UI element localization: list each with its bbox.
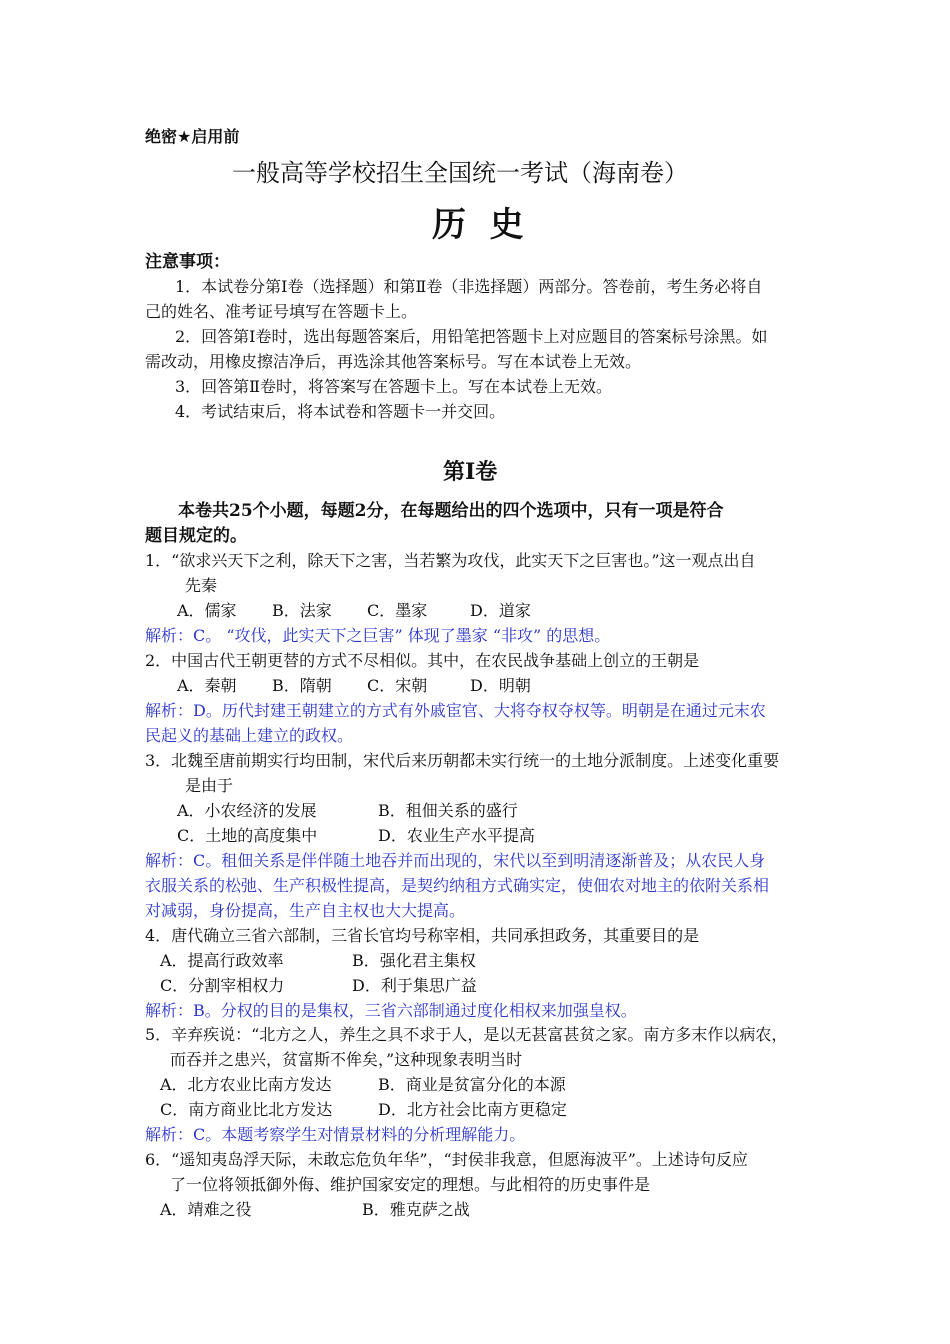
analysis-3-cont2: 对减弱，身份提高，生产自主权也大大提高。 <box>145 901 466 920</box>
note-item-1: 1．本试卷分第Ⅰ卷（选择题）和第Ⅱ卷（非选择题）两部分。答卷前，考生务必将自 <box>175 277 763 296</box>
option-5d: D．北方社会比南方更稳定 <box>378 1100 567 1119</box>
section-intro: 本卷共25个小题，每题2分，在每题给出的四个选项中，只有一项是符合 <box>178 501 724 521</box>
analysis-2: 解析：D。历代封建王朝建立的方式有外戚宦官、大将夺权夺权等。明朝是在通过元末农 <box>145 701 766 720</box>
option-4c: C．分割宰相权力 <box>160 976 285 995</box>
notes-heading: 注意事项： <box>145 252 230 272</box>
analysis-3-cont: 衣服关系的松弛、生产积极性提高，是契约纳租方式确实定，使佃农对地主的依附关系相 <box>145 876 770 895</box>
secret-mark: 绝密★启用前 <box>145 127 240 146</box>
subject-title: 历 史 <box>432 205 524 245</box>
option-4b: B．强化君主集权 <box>352 951 476 970</box>
note-item-1-cont: 己的姓名、准考证号填写在答题卡上。 <box>145 302 418 321</box>
question-1-cont: 先秦 <box>185 576 218 595</box>
question-5-cont: 而吞并之患兴，贫富斯不侔矣，”这种现象表明当时 <box>170 1050 523 1069</box>
analysis-2-cont: 民起义的基础上建立的政权。 <box>145 726 354 745</box>
option-4d: D．利于集思广益 <box>352 976 477 995</box>
option-4a: A．提高行政效率 <box>160 951 284 970</box>
question-6: 6．“遥知夷岛浮天际，未敢忘危负年华”，“封侯非我意，但愿海波平”。上述诗句反应 <box>145 1150 748 1169</box>
exam-title: 一般高等学校招生全国统一考试（海南卷） <box>232 159 688 187</box>
note-item-3: 3．回答第Ⅱ卷时，将答案写在答题卡上。写在本试卷上无效。 <box>175 377 613 396</box>
analysis-1: 解析：C。 “攻伐，此实天下之巨害” 体现了墨家 “非攻” 的思想。 <box>145 626 611 645</box>
question-4: 4．唐代确立三省六部制，三省长官均号称宰相，共同承担政务，其重要目的是 <box>145 926 700 945</box>
option-3a: A．小农经济的发展 <box>177 801 317 820</box>
option-1d: D．道家 <box>470 601 531 620</box>
option-6b: B．雅克萨之战 <box>362 1200 470 1219</box>
option-1c: C．墨家 <box>367 601 428 620</box>
note-item-4: 4．考试结束后，将本试卷和答题卡一并交回。 <box>175 402 506 421</box>
option-5a: A．北方农业比南方发达 <box>160 1075 332 1094</box>
option-1a: A．儒家 <box>177 601 237 620</box>
option-2a: A．秦朝 <box>177 676 237 695</box>
section-intro-cont: 题目规定的。 <box>145 526 247 546</box>
option-3d: D．农业生产水平提高 <box>378 826 535 845</box>
note-item-2: 2．回答第Ⅰ卷时，选出每题答案后，用铅笔把答题卡上对应题目的答案标号涂黑。如 <box>175 327 768 346</box>
option-5c: C．南方商业比北方发达 <box>160 1100 333 1119</box>
option-1b: B．法家 <box>272 601 332 620</box>
option-6a: A．靖难之役 <box>160 1200 252 1219</box>
option-5b: B．商业是贫富分化的本源 <box>378 1075 566 1094</box>
question-6-cont: 了一位将领抵御外侮、维护国家安定的理想。与此相符的历史事件是 <box>170 1175 651 1194</box>
analysis-5: 解析：C。本题考察学生对情景材料的分析理解能力。 <box>145 1125 526 1144</box>
question-3-cont: 是由于 <box>185 776 234 795</box>
analysis-3: 解析：C。租佃关系是伴伴随土地吞并而出现的，宋代以至到明清逐渐普及；从农民人身 <box>145 851 766 870</box>
option-2d: D．明朝 <box>470 676 531 695</box>
section-title: 第Ⅰ卷 <box>443 459 498 485</box>
question-1: 1．“欲求兴天下之利，除天下之害，当若繁为攻伐，此实天下之巨害也。”这一观点出自 <box>145 551 756 570</box>
analysis-4: 解析：B。分权的目的是集权，三省六部制通过度化相权来加强皇权。 <box>145 1001 637 1020</box>
option-2c: C．宋朝 <box>367 676 428 695</box>
option-3c: C．土地的高度集中 <box>177 826 318 845</box>
option-2b: B．隋朝 <box>272 676 332 695</box>
question-3: 3．北魏至唐前期实行均田制，宋代后来历朝都未实行统一的土地分派制度。上述变化重要 <box>145 751 780 770</box>
option-3b: B．租佃关系的盛行 <box>378 801 518 820</box>
question-2: 2．中国古代王朝更替的方式不尽相似。其中，在农民战争基础上创立的王朝是 <box>145 651 700 670</box>
question-5: 5．辛弃疾说：“北方之人，养生之具不求于人，是以无甚富甚贫之家。南方多末作以病农， <box>145 1025 788 1044</box>
note-item-2-cont: 需改动，用橡皮擦洁净后，再选涂其他答案标号。写在本试卷上无效。 <box>145 352 642 371</box>
